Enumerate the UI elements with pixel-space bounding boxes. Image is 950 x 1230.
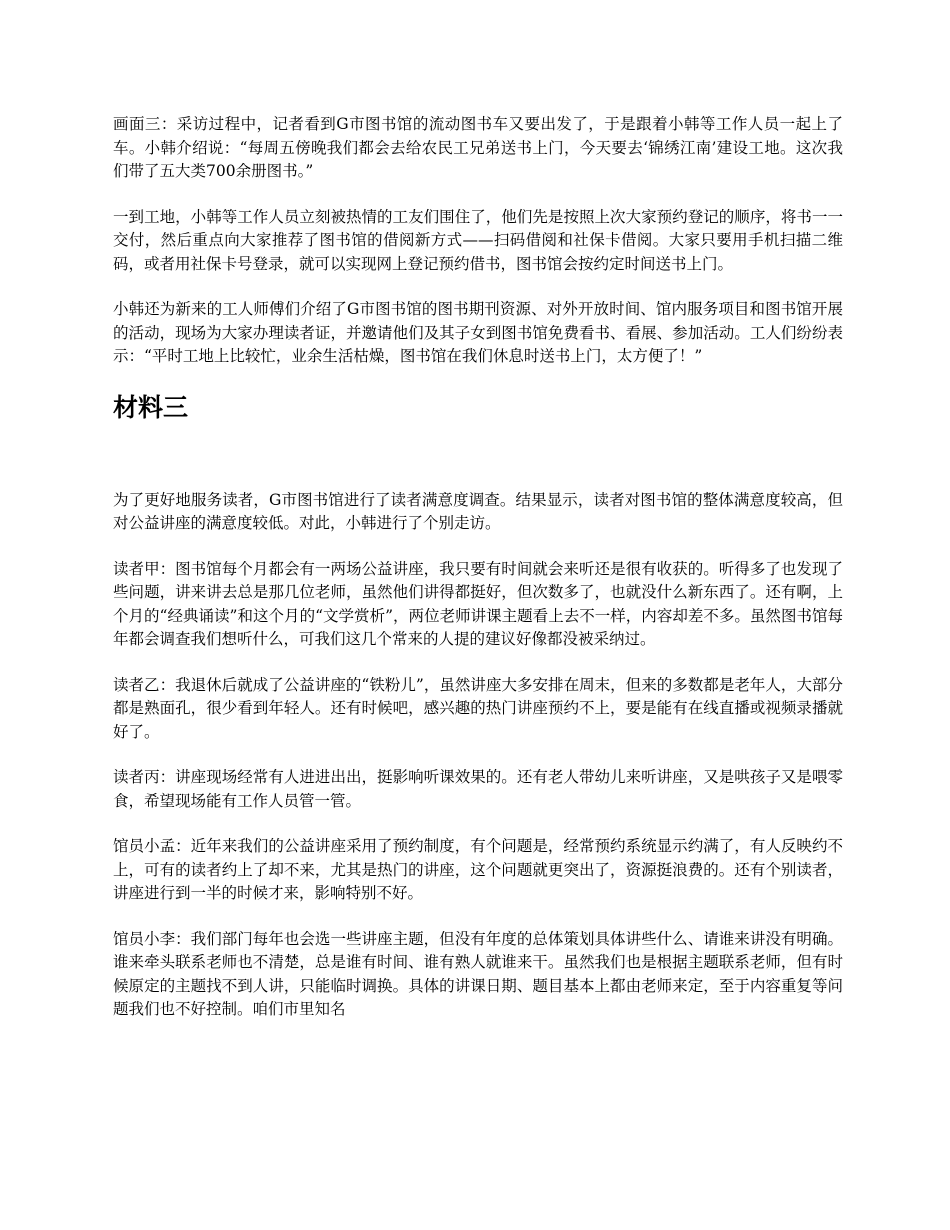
document-page: [113, 113, 843, 1044]
paragraph-reader-b: 读者乙：我退休后就成了公益讲座的“铁粉儿”，虽然讲座大多安排在周末，但来的多数都是老年人，大部分都是熟面孔，很少看到年轻人。还有时候吧，感兴趣的热门讲座预约不上，要是能有在线直播或视频录播就好了。: [113, 675, 843, 741]
paragraph-worker-services: 小韩还为新来的工人师傅们介绍了G市图书馆的图书期刊资源、对外开放时间、馆内服务项目和图书馆开展的活动，现场为大家办理读者证，并邀请他们及其子女到图书馆免费看书、看展、参加活动。工人们纷纷表示：“平时工地上比较忙，业余生活枯燥，图书馆在我们休息时送书上门，太方便了！”: [113, 300, 843, 365]
paragraph-scene-three: 画面三：采访过程中，记者看到G市图书馆的流动图书车又要出发了，于是跟着小韩等工作人员一起上了车。小韩介绍说：“每周五傍晚我们都会去给农民工兄弟送书上门，今天要去‘锦绣江南’建设工地。这次我们带了五大类700余册图书。”: [113, 115, 843, 180]
paragraph-reader-a: 读者甲：图书馆每个月都会有一两场公益讲座，我只要有时间就会来听还是很有收获的。听得多了也发现了些问题，讲来讲去总是那几位老师，虽然他们讲得都挺好，但次数多了，也就没什么新东西了。还有啊，上个月的“经典诵读”和这个月的“文学赏析”，两位老师讲课主题看上去不一样，内容却差不多。虽然图书馆每年都会调查我们想听什么，可我们这几个常来的人提的建议好像都没被采纳过。: [113, 559, 843, 648]
paragraph-survey-intro: 为了更好地服务读者，G市图书馆进行了读者满意度调查。结果显示，读者对图书馆的整体满意度较高，但对公益讲座的满意度较低。对此，小韩进行了个别走访。: [113, 490, 843, 532]
paragraph-librarian-li: 馆员小李：我们部门每年也会选一些讲座主题，但没有年度的总体策划具体讲些什么、请谁来讲没有明确。谁来牵头联系老师也不清楚，总是谁有时间、谁有熟人就谁来干。虽然我们也是根据主题联系老师，但有时候原定的主题找不到人讲，只能临时调换。具体的讲课日期、题目基本上都由老师来定，至于内容重复等问题我们也不好控制。咱们市里知名: [113, 929, 843, 1018]
paragraph-librarian-meng: 馆员小孟：近年来我们的公益讲座采用了预约制度，有个问题是，经常预约系统显示约满了，有人反映约不上，可有的读者约上了却不来，尤其是热门的讲座，这个问题就更突出了，资源挺浪费的。还有个别读者，讲座进行到一半的时候才来，影响特别不好。: [113, 837, 843, 902]
section-title: 材料三: [113, 392, 189, 422]
paragraph-construction-site: 一到工地，小韩等工作人员立刻被热情的工友们围住了，他们先是按照上次大家预约登记的顺序，将书一一交付，然后重点向大家推荐了图书馆的借阅新方式——扫码借阅和社保卡借阅。大家只要用手机扫描二维码，或者用社保卡号登录，就可以实现网上登记预约借书，图书馆会按约定时间送书上门。: [113, 207, 843, 273]
paragraph-reader-c: 读者丙：讲座现场经常有人进进出出，挺影响听课效果的。还有老人带幼儿来听讲座，又是哄孩子又是喂零食，希望现场能有工作人员管一管。: [113, 768, 843, 810]
